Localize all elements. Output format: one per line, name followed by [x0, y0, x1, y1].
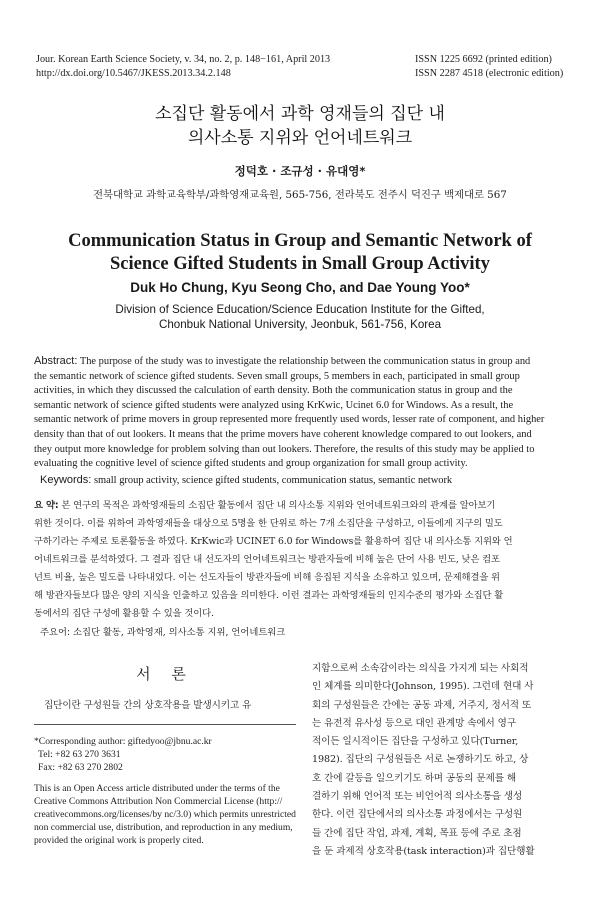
korean-abstract-line: 어네트워크를 분석하였다. 그 결과 집단 내 선도자의 언어네트워크는 방관자들에 비해 높은 단어 사용 빈도, 낮은 컴포: [34, 554, 500, 565]
korean-abstract-line: 구하기라는 주제로 토론활동을 하였다. KrKwic과 UCINET 6.0 for Windows를 활용하여 집단 내 의사소통 지위와 언: [34, 536, 513, 547]
corresponding-author: *Corresponding author: giftedyoo@jbnu.ac.kr: [34, 736, 212, 747]
doi-link[interactable]: http://dx.doi.org/10.5467/JKESS.2013.34.2.148: [36, 68, 231, 79]
intro-right-line: 지함으로써 소속감이라는 의식을 가지게 되는 사회적: [312, 663, 529, 674]
keywords-line: [40, 474, 452, 486]
abstract-line: they output more knowledge for problem solving than out lookers. Therefore, the results of this study may be applied to: [34, 443, 535, 455]
abstract-line: The purpose of the study was to investigate the relationship between the communication status in group and: [79, 356, 531, 367]
license-line: provided the original work is properly cited.: [34, 835, 204, 847]
keywords-label: Keywords:: [40, 474, 92, 486]
korean-abstract-line: 해 방관자들보다 많은 양의 지식을 인출하고 있음을 의미한다. 이런 결과는 과학영재들의 인지수준의 평가와 소집단 활: [34, 590, 504, 601]
korean-abstract-line: 동에서의 집단 구성에 활용할 수 있을 것이다.: [34, 608, 214, 619]
intro-right-column: [312, 660, 568, 861]
intro-right-line: 인 체계를 의미한다(Johnson, 1995). 그런데 현대 사: [312, 681, 534, 693]
korean-keywords-line: [40, 624, 285, 638]
abstract-line: evaluating the cognitive level of science gifted students and group organization for small group activity.: [34, 458, 468, 470]
license-line: creativecommons.org/licenses/by nc/3.0) which permits unrestricted: [34, 809, 296, 821]
abstract-line: the semantic network of science gifted students. Seven small groups, 5 members in each, participated in small group: [34, 370, 520, 382]
footnote-block: [34, 735, 299, 848]
license-line: non commercial use, distribution, and reproduction in any medium,: [34, 822, 293, 834]
intro-right-line: 한다. 이런 집단에서의 의사소통 과정에서는 구성원: [312, 809, 523, 821]
abstract-line: semantic network of science gifted students were analyzed using KrKwic, Ucinet 6.0 for Windows. As a result, the: [34, 399, 514, 411]
korean-title-line2: 의사소통 지위와 언어네트워크: [187, 128, 413, 148]
intro-right-line: 을 둔 과제적 상호작용(task interaction)과 집단행활: [312, 845, 535, 857]
english-title-line1: Communication Status in Group and Semantic Network of: [68, 231, 532, 251]
english-affiliation-line1: Division of Science Education/Science Education Institute for the Gifted,: [115, 303, 485, 316]
license-line: Creative Commons Attribution Non Commercial License (http://: [34, 795, 283, 807]
korean-abstract-block: [34, 497, 568, 623]
intro-right-line: 는 유전적 유사성 등으로 대인 관계망 속에서 영구: [312, 717, 516, 729]
intro-right-line: 결하기 위해 언어적 또는 비언어적 의사소통을 생성: [312, 791, 523, 803]
abstract-label: Abstract:: [34, 355, 78, 367]
author-tel: Tel: +82 63 270 3631: [38, 749, 121, 761]
issn-print: ISSN 1225 6692 (printed edition): [415, 54, 552, 65]
abstract-line: activities, in which they discussed the calculation of earth density. Both the communication status in group and the: [34, 385, 513, 397]
intro-right-line: 1982). 집단의 구성원들은 서로 논쟁하기도 하고, 상: [312, 754, 529, 766]
korean-abstract-label: 요 약:: [34, 500, 59, 511]
abstract-line: semantic network of prime movers in group represented more frequently used words, lesser rate of component, and higher: [34, 414, 545, 426]
english-authors: Duk Ho Chung, Kyu Seong Cho, and Dae Young Yoo*: [130, 280, 470, 295]
korean-abstract-line: 위한 것이다. 이를 위하여 과학영재들을 대상으로 5명을 한 단위로 하는 7개 소집단을 구성하고, 이들에게 지구의 밀도: [34, 518, 503, 529]
footnote-divider: [34, 724, 296, 725]
intro-right-line: 회의 구성원들은 간에는 공동 과제, 거주지, 정서적 또: [312, 699, 532, 711]
korean-title-line1: 소집단 활동에서 과학 영재들의 집단 내: [155, 104, 445, 124]
keywords-text: small group activity, science gifted students, communication status, semantic network: [93, 475, 453, 486]
abstract-block: [34, 354, 568, 472]
english-title-line2: Science Gifted Students in Small Group Activity: [110, 254, 490, 274]
intro-right-line: 들 간에 집단 작업, 과제, 계획, 목표 등에 주로 초점: [312, 827, 522, 839]
section-title: 서 론: [136, 665, 194, 683]
korean-abstract-line: 넌트 비율, 높은 밀도를 나타내었다. 이는 선도자들이 방관자들에 비해 응집된 지식을 소유하고 있으며, 문제해결을 위: [34, 572, 500, 583]
english-affiliation-line2: Chonbuk National University, Jeonbuk, 561-756, Korea: [158, 318, 442, 331]
korean-keywords-text: 소집단 활동, 과학영재, 의사소통 지위, 언어네트워크: [73, 627, 286, 638]
license-line: This is an Open Access article distributed under the terms of the: [34, 782, 280, 794]
intro-right-line: 적이든 일시적이든 집단을 구성하고 있다(Turner,: [312, 736, 519, 748]
intro-right-line: 호 간에 갈등을 일으키기도 하며 공동의 문제를 해: [312, 772, 516, 784]
abstract-line: density than that of out lookers. It means that the prime movers have coherent knowledge compared to out lookers, and: [34, 428, 532, 440]
journal-citation: Jour. Korean Earth Science Society, v. 34, no. 2, p. 148−161, April 2013: [36, 54, 331, 65]
intro-left-line: 집단이란 구성원들 간의 상호작용을 발생시키고 유: [44, 700, 252, 711]
author-fax: Fax: +82 63 270 2802: [38, 762, 123, 774]
korean-affiliation: 전북대학교 과학교육학부/과학영재교육원, 565-756, 전라북도 전주시 덕진구 백제대로 567: [93, 189, 507, 201]
korean-abstract-line: 본 연구의 목적은 과학영재들의 소집단 활동에서 집단 내 의사소통 지위와 언어네트워크와의 관계를 알아보기: [61, 500, 496, 511]
korean-keywords-label: 주요어:: [40, 627, 71, 638]
issn-electronic: ISSN 2287 4518 (electronic edition): [415, 68, 564, 79]
korean-authors: 정덕호 · 조규성 · 유대영*: [234, 164, 366, 178]
